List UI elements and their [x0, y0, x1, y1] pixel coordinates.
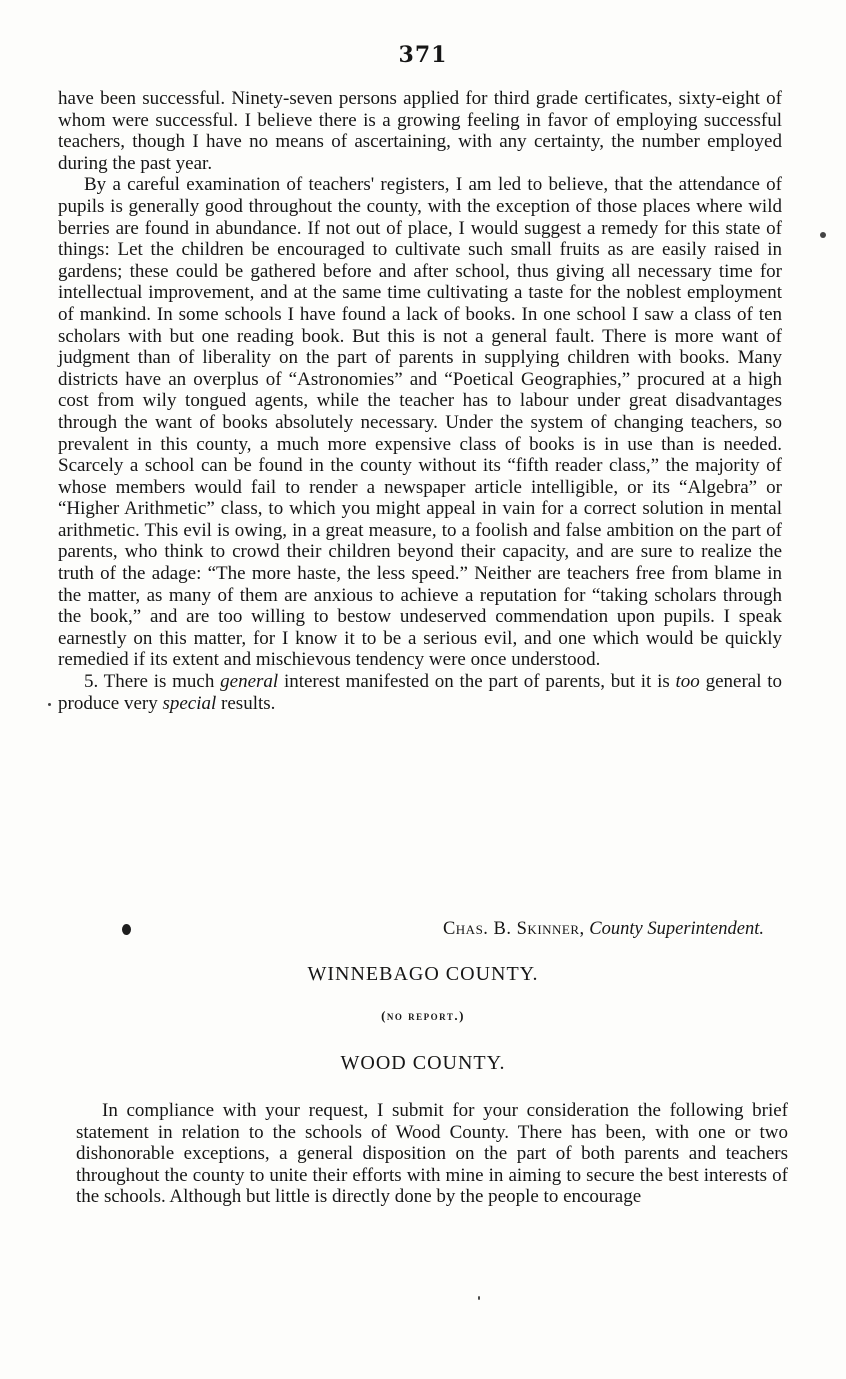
emphasis-general: general: [220, 671, 279, 693]
paragraph-item-5-part-c: general to produce very: [58, 671, 783, 714]
body-text: [58, 88, 782, 714]
signature-title: County Superintendent.: [589, 919, 764, 939]
paragraph-item-5-part-d: results.: [216, 692, 276, 714]
emphasis-too: too: [675, 671, 700, 693]
paragraph-wood-county: [76, 1100, 788, 1208]
paragraph-continuation: have been successful. Ninety-seven persons applied for third grade certificates, sixty-eight of whom were successful. I believe there is a growing feeling in favor of employing successful teachers, though I have no means of ascertaining, with any certainty, the number employed during the past year.: [58, 88, 782, 174]
ink-speck: [478, 1296, 480, 1300]
paragraph-teachers-registers: [58, 174, 782, 671]
wood-county-heading: WOOD COUNTY.: [340, 1052, 506, 1074]
page-number: 371: [398, 42, 448, 68]
paragraph-teachers-registers-text: By a careful examination of teachers' registers, I am led to believe, that the attendance of pupils is generally good throughout the county, with the exception of those places where wild berries are found in abundance. If not out of place, I would suggest a remedy for this state of things: Let the children be encouraged to cultivate such small fruits as are easily raised in gardens; these could be gathered before and after school, thus giving all necessary time for intellectual improvement, and at the same time cultivating a taste for the noblest employment of mankind. In some schools I have found a lack of books. In one school I saw a class of ten scholars with but one reading book. But this is not a general fault. There is more want of judgment than of liberality on the part of parents in supplying children with books. Many districts have an overplus of “Astronomies” and “Poetical Geographies,” procured at a high cost from wily tongued agents, while the teacher has to labour under great disadvantages through the want of books absolutely necessary. Under the system of changing teachers, so prevalent in this county, a much more expensive class of books is in use than is needed. Scarcely a school can be found in the county without its “fifth reader class,” the majority of whose members would fail to render a newspaper article intelligible, or its “Algebra” or “Higher Arithmetic” class, to which you might appeal in vain for a correct solution in mental arithmetic. This evil is owing, in a great measure, to a foolish and false ambition on the part of parents, who think to crowd their children beyond their capacity, and are sure to realize the truth of the adage: “The more haste, the less speed.” Neither are teachers free from blame in the matter, as many of them are anxious to achieve a reputation for “taking scholars through the book,” and are too willing to bestow undeserved commendation upon pupils. I speak earnestly on this matter, for I know it to be a serious evil, and one which would be quickly remedied if its extent and mischievous tendency were once understood.: [58, 174, 782, 671]
ink-speck: [48, 703, 51, 706]
signature-name: Chas. B. Skinner,: [442, 919, 585, 939]
paragraph-item-5-part-a: 5. There is much: [84, 671, 221, 693]
paragraph-wood-county-text: In compliance with your request, I submit for your consideration the following brief statement in relation to the schools of Wood County. There has been, with one or two dishonorable exceptions, a general disposition on the part of both parents and teachers throughout the county to unite their efforts with mine in aiming to secure the best interests of the schools. Although but little is directly done by the people to encourage: [76, 1100, 788, 1208]
winnebago-no-report-note: (no report.): [381, 1008, 465, 1023]
winnebago-county-heading: WINNEBAGO COUNTY.: [307, 963, 539, 985]
paragraph-item-5-part-b: interest manifested on the part of parents, but it is: [278, 671, 676, 693]
emphasis-special: special: [162, 692, 217, 714]
ink-speck: [820, 232, 826, 238]
wood-county-body: [76, 1100, 788, 1208]
signature-line: [58, 918, 764, 940]
paragraph-item-5: [58, 671, 782, 714]
